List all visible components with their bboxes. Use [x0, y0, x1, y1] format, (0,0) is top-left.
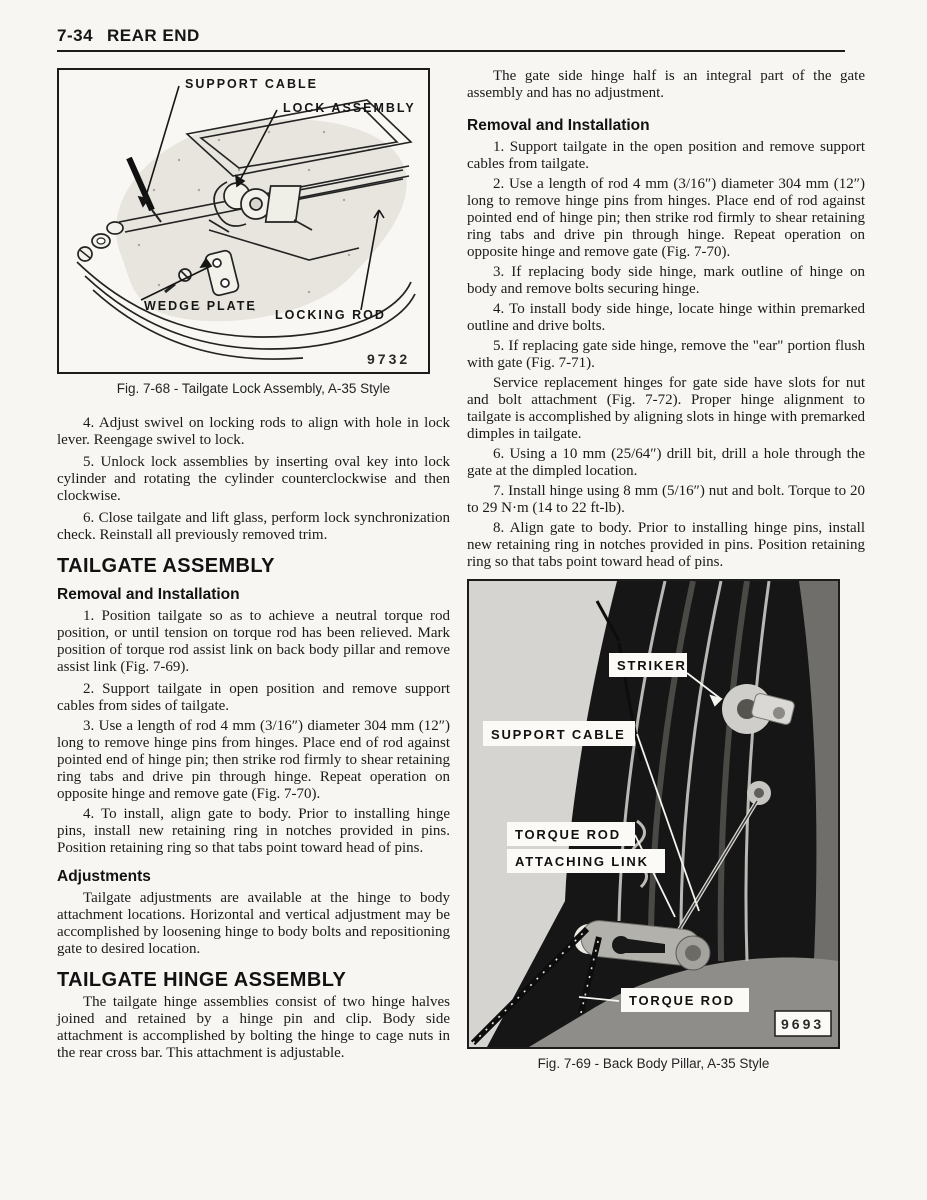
paragraph: Tailgate adjustments are available at the hinge to body attachment locations. Horizontal and vertical adjustment may be accomplished by loosening hinge to body bolts and repositioning gate to desired location.	[57, 890, 450, 957]
subheading-removal-installation: Removal and Installation	[57, 586, 240, 603]
paragraph: The gate side hinge half is an integral part of the gate assembly and has no adjustment.	[467, 68, 865, 101]
section-title: REAR END	[107, 26, 200, 45]
paragraph: 5. Unlock lock assemblies by inserting oval key into lock cylinder and rotating the cylinder counterclockwise and then clockwise.	[57, 454, 450, 504]
tailgate-lock-drawing	[59, 70, 428, 372]
paragraph: 3. If replacing body side hinge, mark outline of hinge on body and remove bolts securing hinge.	[467, 264, 865, 297]
support-cable-label-photo: SUPPORT CABLE	[491, 727, 626, 742]
paragraph: 1. Support tailgate in the open position and remove support cables from tailgate.	[467, 139, 865, 172]
wedge-plate-label: WEDGE PLATE	[144, 299, 257, 313]
figure-7-69	[467, 579, 840, 1049]
torque-rod-attaching-label-line2: ATTACHING LINK	[515, 854, 649, 869]
paragraph: 8. Align gate to body. Prior to installing hinge pins, install new retaining ring in notches provided in pins. Position retaining ring so that tabs point toward head of pins.	[467, 520, 865, 570]
paragraph: Service replacement hinges for gate side have slots for nut and bolt attachment (Fig. 7-72). Proper hinge alignment to tailgate is accomplished by aligning slots in hinge with premarked dimples in tailgate.	[467, 375, 865, 442]
page-number: 7-34	[57, 26, 94, 45]
figure-7-68	[57, 68, 430, 374]
right-column	[467, 62, 865, 1072]
section-heading-tailgate-hinge-assembly: TAILGATE HINGE ASSEMBLY	[57, 969, 347, 991]
fig68-caption: Fig. 7-68 - Tailgate Lock Assembly, A-35 Style	[116, 381, 391, 396]
subheading-adjustments: Adjustments	[57, 868, 151, 885]
paragraph: 6. Using a 10 mm (25/64″) drill bit, drill a hole through the gate at the dimpled location.	[467, 446, 865, 479]
paragraph: 4. Adjust swivel on locking rods to align with hole in lock lever. Reengage swivel to lock.	[57, 415, 450, 448]
paragraph: 2. Use a length of rod 4 mm (3/16″) diameter 304 mm (12″) long to remove hinge pins from hinges. Place end of rod against pointed end of hinge pin; then strike rod firmly to shear retaining ring tabs and drive pin through hinge. Repeat operation on opposite hinge and remove gate (Fig. 7-70).	[467, 176, 865, 260]
back-body-pillar-photo	[469, 581, 838, 1047]
paragraph: 7. Install hinge using 8 mm (5/16″) nut and bolt. Torque to 20 to 29 N·m (14 to 22 ft-lb).	[467, 483, 865, 516]
paragraph: 6. Close tailgate and lift glass, perform lock synchronization check. Reinstall all previously removed trim.	[57, 510, 450, 543]
page-header	[57, 26, 845, 52]
figure-7-69-wrap	[467, 579, 840, 1072]
paragraph: 1. Position tailgate so as to achieve a neutral torque rod position, or until tension on torque rod has been relieved. Mark position of torque rod assist link on back body pillar and remove assist link (Fig. 7-69).	[57, 608, 450, 675]
lock-assembly-label: LOCK ASSEMBLY	[283, 101, 416, 115]
paragraph: The tailgate hinge assemblies consist of two hinge halves joined and retained by a hinge pin and clip. Body side attachment is accomplished by bolting the hinge to cage nuts in the rear cross bar. This attachment is adjustable.	[57, 994, 450, 1061]
header-rule	[57, 50, 845, 52]
paragraph: 2. Support tailgate in open position and remove support cables from sides of tailgate.	[57, 681, 450, 714]
striker-label: STRIKER	[617, 658, 687, 673]
subheading-removal-installation-right: Removal and Installation	[467, 117, 650, 134]
section-heading-tailgate-assembly: TAILGATE ASSEMBLY	[57, 555, 275, 577]
fig69-ref-number: 9693	[781, 1016, 825, 1032]
locking-rod-label: LOCKING ROD	[275, 308, 386, 322]
support-cable-label: SUPPORT CABLE	[185, 77, 318, 91]
running-head	[57, 26, 845, 46]
fig69-caption: Fig. 7-69 - Back Body Pillar, A-35 Style	[537, 1056, 770, 1071]
paragraph: 4. To install, align gate to body. Prior to installing hinge pins, install new retaining ring in notches provided in pins. Position retaining ring so that tabs point toward head of pins.	[57, 806, 450, 856]
left-column	[57, 62, 450, 1062]
paragraph: 3. Use a length of rod 4 mm (3/16″) diameter 304 mm (12″) long to remove hinge pins from hinges. Place end of rod against pointed end of hinge pin; then strike rod firmly to shear retaining ring tabs and drive pin through hinge. Repeat operation on opposite hinge and remove gate (Fig. 7-70).	[57, 718, 450, 802]
torque-rod-attaching-label-line1: TORQUE ROD	[515, 827, 621, 842]
paragraph: 4. To install body side hinge, locate hinge within premarked outline and drive bolts.	[467, 301, 865, 334]
paragraph: 5. If replacing gate side hinge, remove the "ear" portion flush with gate (Fig. 7-71).	[467, 338, 865, 371]
torque-rod-label: TORQUE ROD	[629, 993, 735, 1008]
fig68-ref-number: 9732	[367, 351, 411, 367]
